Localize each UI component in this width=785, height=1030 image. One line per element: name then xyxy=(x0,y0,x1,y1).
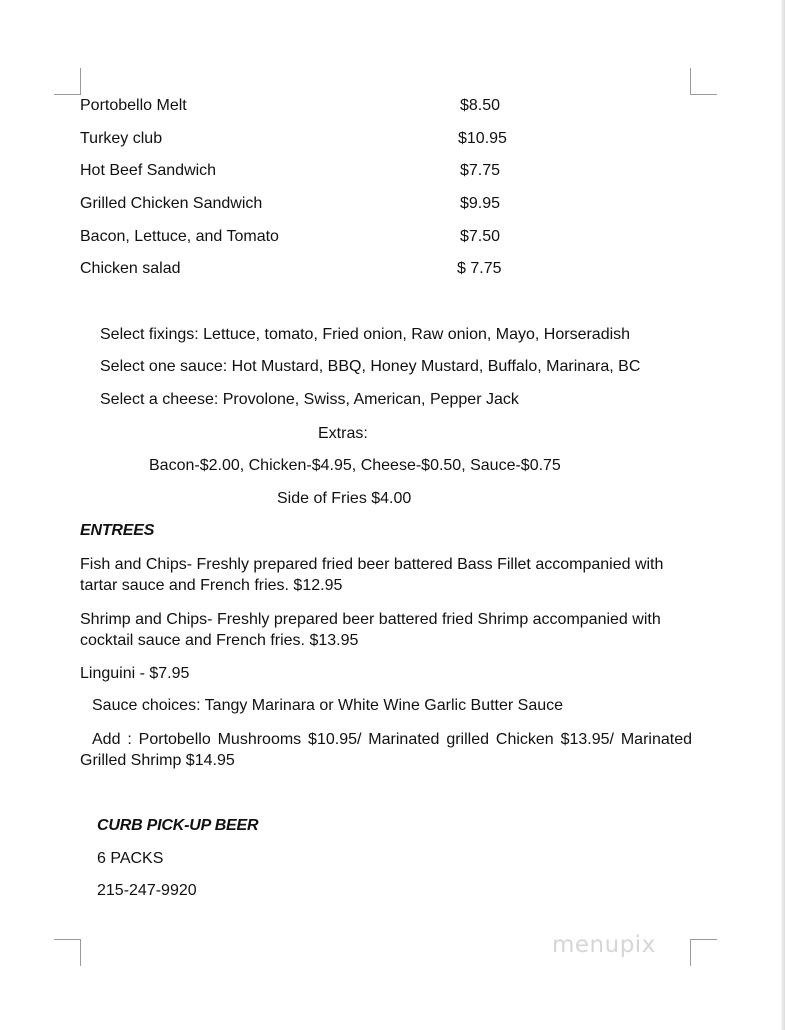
menu-item-price: $7.50 xyxy=(460,228,501,245)
menu-item-price: $9.95 xyxy=(460,195,501,212)
crop-mark-bottom-right xyxy=(690,939,717,966)
crop-mark-top-left xyxy=(54,68,81,95)
entrees-heading: ENTREES xyxy=(80,522,155,539)
menu-item-name: Chicken salad xyxy=(80,260,181,277)
menu-item-price: $ 7.75 xyxy=(457,260,502,277)
side-of-fries: Side of Fries $4.00 xyxy=(277,490,412,507)
entree-shrimp-and-chips: Shrimp and Chips- Freshly prepared beer battered fried Shrimp accompanied with cocktail sauce and French fries. $13.95 xyxy=(80,611,661,649)
menu-item-price: $8.50 xyxy=(460,97,501,114)
sauce-options: Select one sauce: Hot Mustard, BBQ, Honey Mustard, Buffalo, Marinara, BC xyxy=(100,358,641,375)
beer-heading: CURB PICK-UP BEER xyxy=(97,817,259,834)
cheese-options: Select a cheese: Provolone, Swiss, American, Pepper Jack xyxy=(100,391,519,408)
menupix-watermark: menupix xyxy=(552,932,656,958)
menu-item-name: Grilled Chicken Sandwich xyxy=(80,195,263,212)
menu-item-name: Turkey club xyxy=(80,130,163,147)
linguini-add-ons: Add : Portobello Mushrooms $10.95/ Marinated grilled Chicken $13.95/ Marinated Grilled Shrimp $14.95 xyxy=(80,731,692,769)
beer-six-packs: 6 PACKS xyxy=(97,850,164,867)
phone-number: 215-247-9920 xyxy=(97,882,197,899)
crop-mark-bottom-left xyxy=(54,939,81,966)
page-edge-shadow xyxy=(781,0,785,1030)
menu-item-price: $10.95 xyxy=(458,130,507,147)
extras-label: Extras: xyxy=(318,425,368,442)
extras-prices: Bacon-$2.00, Chicken-$4.95, Cheese-$0.50, Sauce-$0.75 xyxy=(149,457,561,474)
entree-fish-and-chips: Fish and Chips- Freshly prepared fried beer battered Bass Fillet accompanied with tartar sauce and French fries. $12.95 xyxy=(80,556,664,594)
menu-item-name: Hot Beef Sandwich xyxy=(80,162,217,179)
menu-item-name: Bacon, Lettuce, and Tomato xyxy=(80,228,279,245)
linguini-sauce-choices: Sauce choices: Tangy Marinara or White Wine Garlic Butter Sauce xyxy=(92,697,564,714)
menu-item-price: $7.75 xyxy=(460,162,501,179)
crop-mark-top-right xyxy=(690,68,717,95)
entree-linguini: Linguini - $7.95 xyxy=(80,665,190,682)
menu-item-name: Portobello Melt xyxy=(80,97,187,114)
fixings-options: Select fixings: Lettuce, tomato, Fried onion, Raw onion, Mayo, Horseradish xyxy=(100,326,631,343)
